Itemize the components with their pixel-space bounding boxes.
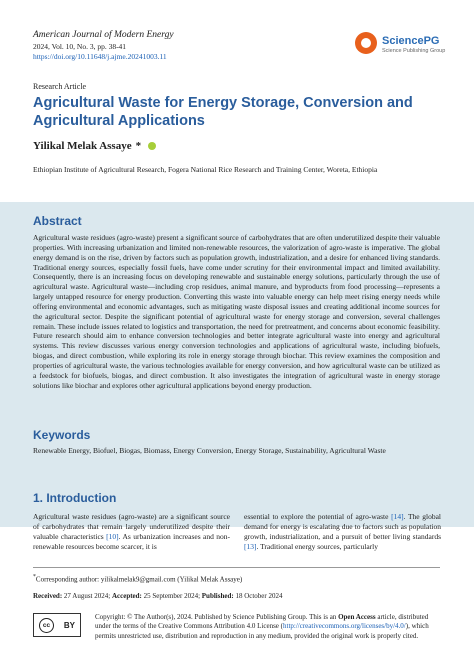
affiliation: Ethiopian Institute of Agricultural Research, Fogera National Rice Research and Training Center, Woreta, Ethiopia	[33, 165, 378, 174]
footnote-mark: *	[33, 574, 36, 580]
intro-column-right	[244, 512, 441, 552]
open-access-label: Open Access	[338, 613, 376, 621]
cc-by-label: BY	[63, 620, 76, 630]
copyright-text: ), which permits unrestricted use, distribution and reproduction in any medium, provided the original work is properly cited.	[95, 622, 429, 640]
orcid-icon[interactable]	[148, 142, 156, 150]
abstract-text: Agricultural waste residues (agro-waste) present a significant source of carbohydrates that are often underutilized despite their valuable properties. With increasing urbanization and limited non-renewable resources, the valorization of agro-waste is imperative. The global energy demand is on the rise, driven by factors such as population growth, industrialization, and a desire for enhanced living standards. Traditional energy sources, especially fossil fuels, have come under scrutiny for their environmental impact and limited availability. Consequently, there is an increasing focus on developing renewable and sustainable energy solutions, particularly through the use of agricultural waste. Agricultural waste—including crop residues, animal manure, and byproducts from food processing—represents a largely untapped resource for energy production. Converting this waste into valuable energy can help meet rising energy needs while offering environmental and economic advantages, such as mitigating waste disposal issues and creating additional income sources for the agricultural sector. Despite the significant potential of agricultural waste for energy storage and conversion, several challenges remain. These include issues related to logistics and transportation, the need for pretreatment, and concerns about economic feasibility. Future research should aim to enhance conversion technologies and better integrate agricultural waste into energy and agricultural systems. This review discusses various energy conversion technologies and applications of agricultural waste, including biofuels, biogas, and direct combustion, while exploring its role in energy storage through biochar. This review examines the composition and properties of agricultural waste, the various technologies available for energy conversion, and how agricultural waste can be utilized as a feedstock for biofuels, biogas, and direct combustion. It also investigates the integration of agricultural waste in energy storage solutions like biochar and explores other agricultural applications beyond energy production.	[33, 233, 440, 390]
copyright-text: article, distributed under the terms of the Creative Commons Attribution 4.0 License (	[95, 613, 429, 631]
abstract-heading: Abstract	[33, 214, 82, 228]
accepted-label: Accepted:	[111, 592, 142, 600]
keywords-heading: Keywords	[33, 428, 91, 442]
logo-name: SciencePG	[382, 35, 440, 47]
license-link[interactable]: http://creativecommons.org/licenses/by/4.0/	[283, 622, 406, 631]
published-label: Published:	[201, 592, 234, 600]
article-dates	[33, 592, 282, 600]
corr-email[interactable]: yilikalmelak9@gmail.com (Yilikal Melak Assaye)	[100, 575, 243, 584]
intro-text: . As urbanization increases and non-renewable resources become scarcer, it is	[33, 532, 231, 552]
logo-mark-icon	[355, 32, 377, 54]
author-mark: *	[135, 140, 142, 152]
corresponding-author	[33, 574, 242, 583]
published-date: 18 October 2024	[233, 592, 283, 600]
cc-license-badge[interactable]	[33, 613, 81, 637]
logo-subtitle: Science Publishing Group	[382, 48, 446, 54]
article-type: Research Article	[33, 82, 87, 91]
intro-text: . The global demand for energy is escalating due to factors such as population growth, industrialization, and a pursuit of better living standards	[244, 512, 441, 542]
article-title: Agricultural Waste for Energy Storage, Conversion and Agricultural Applications	[33, 95, 413, 129]
cc-icon: cc	[39, 618, 54, 633]
intro-text: essential to explore the potential of agro-waste	[244, 512, 392, 521]
citation-link[interactable]: [10]	[106, 532, 119, 542]
corr-label: Corresponding author:	[35, 575, 101, 584]
introduction-heading: 1. Introduction	[33, 491, 117, 505]
citation-link[interactable]: [14]	[391, 512, 404, 521]
author-name: Yilikal Melak Assaye	[33, 140, 132, 152]
received-date: 27 August 2024;	[62, 592, 112, 600]
journal-name: American Journal of Modern Energy	[33, 30, 174, 40]
doi-link[interactable]: https://doi.org/10.11648/j.ajme.20241003.11	[33, 52, 167, 61]
citation-link[interactable]: [13]	[244, 542, 257, 552]
author-line	[33, 140, 156, 152]
volume-line: 2024, Vol. 10, No. 3, pp. 38-41	[33, 42, 127, 51]
copyright-text: Copyright: © The Author(s), 2024. Published by Science Publishing Group. This is an	[95, 613, 339, 621]
received-label: Received:	[33, 592, 63, 600]
intro-column-left	[33, 512, 230, 552]
footnote-divider	[33, 567, 440, 568]
intro-text: Agricultural waste residues (agro-waste) are a significant source of carbohydrates that remain largely underutilized despite their valuable characteristics	[33, 512, 230, 542]
keywords-text: Renewable Energy, Biofuel, Biogas, Biomass, Energy Conversion, Energy Storage, Sustainability, Agricultural Waste	[33, 446, 386, 455]
copyright-notice	[95, 613, 440, 641]
publisher-logo[interactable]	[355, 32, 455, 62]
accepted-date: 25 September 2024;	[141, 592, 202, 600]
intro-text: . Traditional energy sources, particularly	[256, 542, 379, 552]
